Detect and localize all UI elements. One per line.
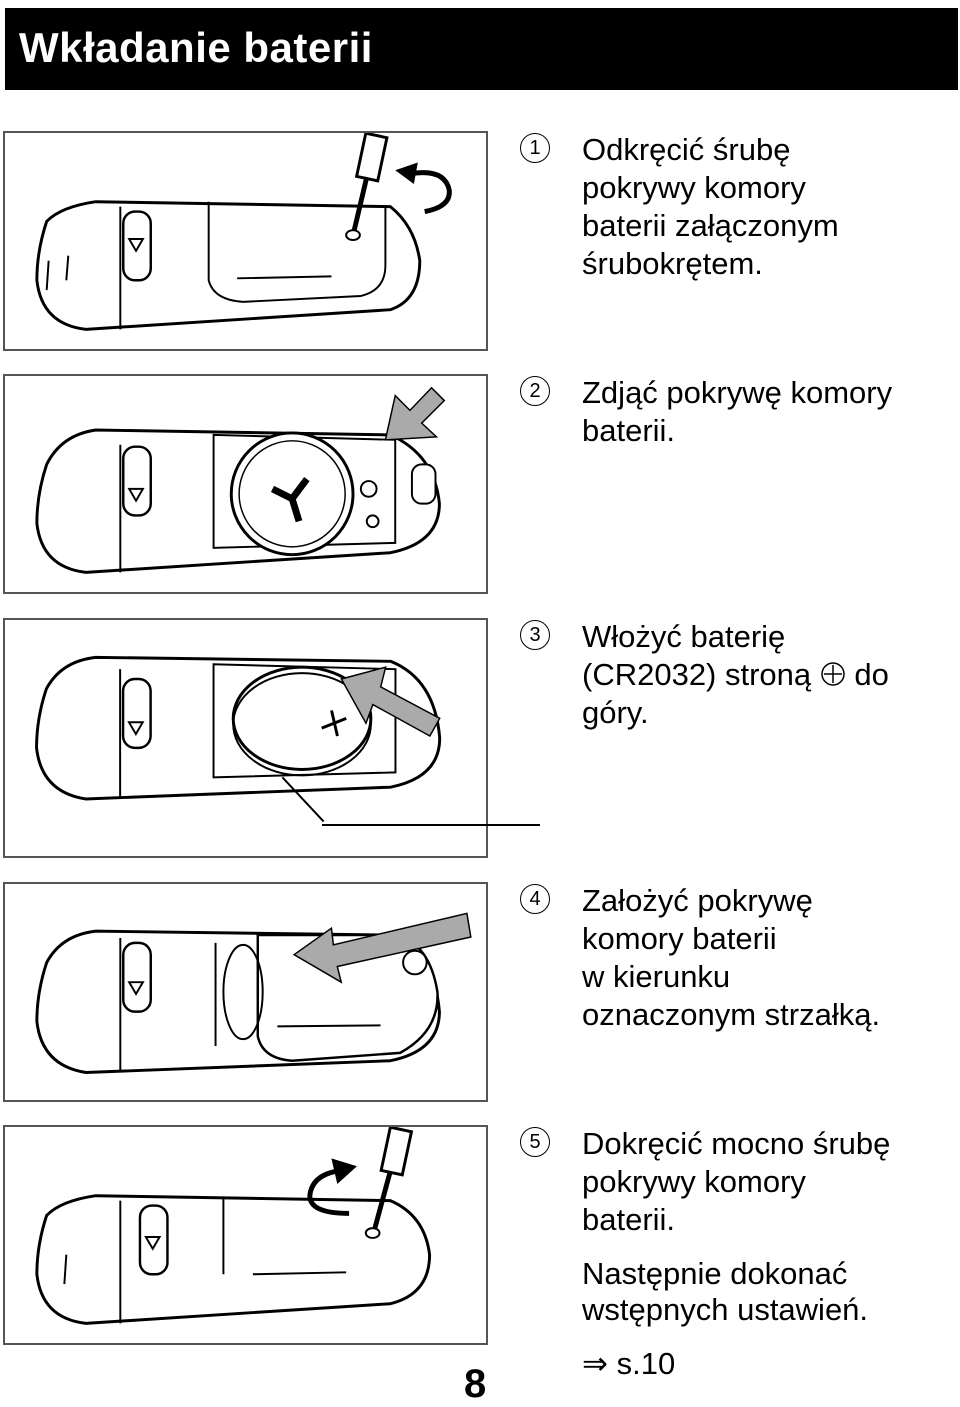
step-1 [520,131,955,283]
step-number: 1 [520,133,550,163]
step-number: 5 [520,1127,550,1157]
step-text: Założyć pokrywę komory baterii w kierunku oznaczonym strzałką. [582,883,881,1032]
step-5 [520,1125,955,1239]
page-reference [582,1346,675,1382]
remote-close-illustration [5,884,486,1100]
remote-open-illustration [5,376,486,592]
step-text: Włożyć baterię (CR2032) stroną do góry. [582,619,889,730]
reference-arrow: ⇒ [582,1346,608,1381]
step-2 [520,374,955,450]
leader-line [322,824,540,826]
remote-unscrew-illustration [5,133,486,349]
remote-battery-illustration [5,620,486,856]
illustration-step-3 [3,618,488,858]
illustration-step-2 [3,374,488,594]
remote-screw-illustration [5,1127,486,1343]
step-number: 4 [520,884,550,914]
illustration-step-4 [3,882,488,1102]
step-text: Dokręcić mocno śrubę pokrywy komory baterii. [582,1126,891,1237]
page-title: Wkładanie baterii [19,24,373,71]
step-3 [520,618,955,732]
step-number: 3 [520,620,550,650]
step-4 [520,882,955,1034]
illustration-step-1 [3,131,488,351]
step-text: Zdjąć pokrywę komory baterii. [582,375,893,448]
illustration-step-5 [3,1125,488,1345]
page-number: 8 [464,1362,487,1406]
followup-note: Następnie dokonać wstępnych ustawień. [582,1256,869,1327]
rotate-arrow-icon [395,162,449,211]
section-header [5,8,958,90]
push-arrow-icon [385,388,444,440]
step-number: 2 [520,376,550,406]
reference-text: s.10 [607,1346,676,1381]
step-text: Odkręcić śrubę pokrywy komory baterii załączonym śrubokrętem. [582,132,839,281]
plus-circle-icon [820,661,846,687]
